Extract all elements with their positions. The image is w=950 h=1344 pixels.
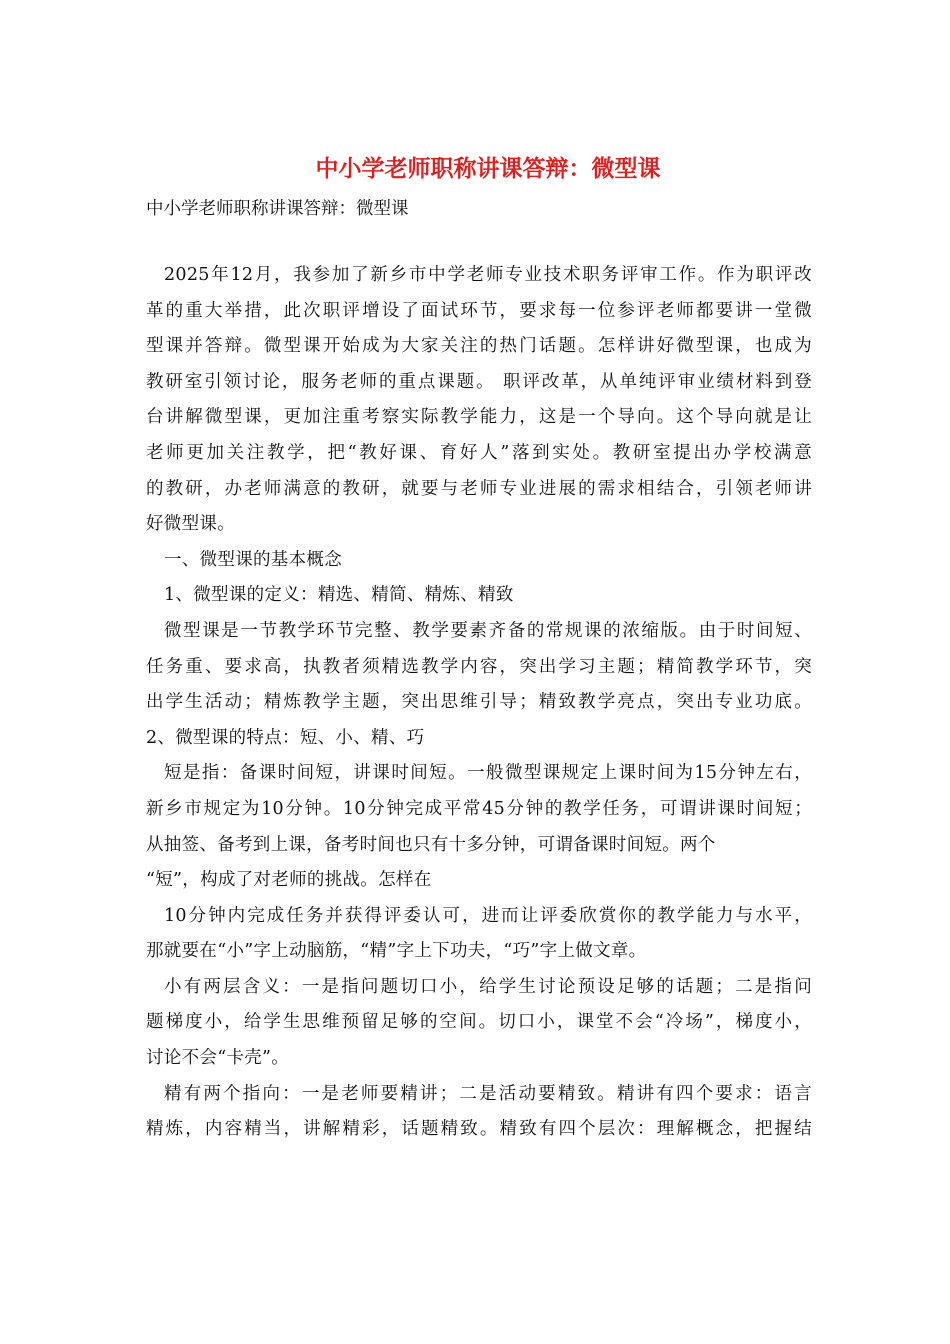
text-line: 1、微型课的定义：精选、精简、精炼、精致 bbox=[164, 585, 514, 606]
text-line: 老师更加关注教学，把“教好课、育好人”落到实处。教研室提出办学校满意 bbox=[146, 442, 812, 463]
text-line: 从抽签、备考到上课，备考时间也只有十多分钟，可谓备课时间短。两个 bbox=[146, 834, 716, 855]
text-line: 革的重大举措，此次职评增设了面试环节，要求每一位参评老师都要讲一堂微 bbox=[146, 300, 812, 321]
text-line: 10分钟内完成任务并获得评委认可，进而让评委欣赏你的教学能力与水平， bbox=[164, 905, 812, 926]
text-line: 微型课是一节教学环节完整、教学要素齐备的常规课的浓缩版。由于时间短、 bbox=[164, 620, 812, 641]
text-line: 一、微型课的基本概念 bbox=[164, 549, 342, 570]
text-line: 新乡市规定为10分钟。10分钟完成平常45分钟的教学任务，可谓讲课时间短； bbox=[146, 798, 812, 819]
text-line: 2、微型课的特点：短、小、精、巧 bbox=[146, 727, 425, 748]
text-line: 那就要在“小”字上动脑筋，“精”字上下功夫，“巧”字上做文章。 bbox=[146, 941, 647, 962]
text-line: 的教研，办老师满意的教研，就要与老师专业进展的需求相结合，引领老师讲 bbox=[146, 478, 812, 499]
text-line: 任务重、要求高，执教者须精选教学内容，突出学习主题；精简教学环节，突 bbox=[146, 656, 812, 677]
document-subtitle: 中小学老师职称讲课答辩：微型课 bbox=[146, 199, 409, 219]
text-line: 小有两层含义：一是指问题切口小，给学生讨论预设足够的话题；二是指问 bbox=[164, 976, 812, 997]
document-page bbox=[146, 150, 812, 1148]
text-line: 2025年12月，我参加了新乡市中学老师专业技术职务评审工作。作为职评改 bbox=[164, 265, 812, 285]
text-line: “短”，构成了对老师的挑战。怎样在 bbox=[146, 870, 432, 891]
text-line: 精有两个指向：一是老师要精讲；二是活动要精致。精讲有四个要求：语言 bbox=[164, 1083, 812, 1104]
text-line: 教研室引领讨论，服务老师的重点课题。 职评改革，从单纯评审业绩材料到登 bbox=[146, 371, 812, 392]
document-title: 中小学老师职称讲课答辩：微型课 bbox=[315, 155, 661, 182]
text-line: 短是指：备课时间短，讲课时间短。一般微型课规定上课时间为15分钟左右， bbox=[164, 763, 812, 784]
text-line: 好微型课。 bbox=[146, 514, 235, 535]
text-line: 台讲解微型课，更加注重考察实际教学能力，这是一个导向。这个导向就是让 bbox=[146, 407, 812, 428]
text-line: 讨论不会“卡壳”。 bbox=[146, 1048, 290, 1069]
document-body bbox=[146, 258, 812, 1148]
text-line: 出学生活动；精炼教学主题，突出思维引导；精致教学亮点，突出专业功底。 bbox=[146, 692, 812, 713]
text-line: 题梯度小，给学生思维预留足够的空间。切口小，课堂不会“冷场”，梯度小， bbox=[146, 1012, 812, 1033]
text-line: 型课并答辩。微型课开始成为大家关注的热门话题。怎样讲好微型课，也成为 bbox=[146, 336, 812, 357]
text-line: 精炼，内容精当，讲解精彩，话题精致。精致有四个层次：理解概念，把握结 bbox=[146, 1119, 812, 1140]
